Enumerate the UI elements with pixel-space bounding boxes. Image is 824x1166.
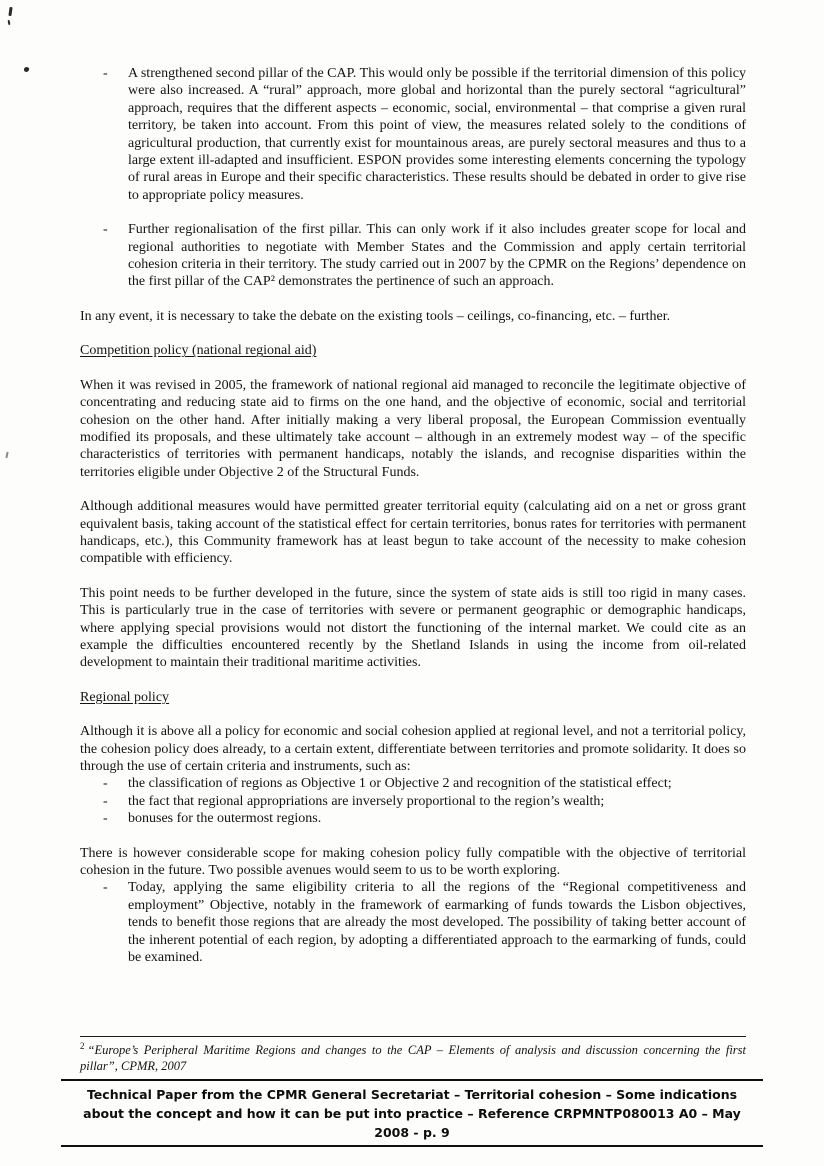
footer-bottom-rule: [61, 1145, 763, 1147]
bullet-text: A strengthened second pillar of the CAP. This would only be possible if the territorial dimension of this policy were also increased. A “rural” approach, more global and horizontal than the purely sectoral “agricultural” approach, requires that the different aspects – economic, social, environmental – that comprise a given rural territory, be taken into account. From this point of view, the measures related solely to the conditions of agricultural production, that currently exist for mountainous areas, are purely sectoral measures and thus to a large extent ill-adapted and insufficient. ESPON provides some interesting elements concerning the typology of rural areas in Europe and their specific characteristics. These results should be debated in order to give rise to appropriate policy measures.: [128, 66, 746, 203]
list-item: [80, 879, 746, 966]
bullet-text: bonuses for the outermost regions.: [128, 811, 322, 827]
scan-artifact: [23, 66, 29, 72]
bullet-dash: -: [103, 811, 108, 827]
bullet-dash: -: [103, 793, 108, 809]
bullet-text: Today, applying the same eligibility criteria to all the regions of the “Regional competitiveness and employment” Objective, notably in the framework of earmarking of funds towards the Lisbon objectives, tends to benefit those regions that are already the most developed. The possibility of taking better account of the inherent potential of each region, by adopting a differentiated approach to the earmarking of funds, could be examined.: [128, 880, 746, 966]
page-footer: [61, 1079, 763, 1147]
page-content: [80, 65, 746, 983]
list-item: [80, 810, 746, 827]
criteria-bullet-list: [80, 775, 746, 827]
avenues-bullet-list: [80, 879, 746, 966]
bullet-dash: -: [103, 880, 108, 896]
section-heading-regional-policy: Regional policy: [80, 689, 170, 705]
footnote-separator-rule: [80, 1036, 746, 1037]
list-item: [80, 775, 746, 792]
scan-artifact: [8, 7, 12, 16]
bullet-text: the classification of regions as Objective 1 or Objective 2 and recognition of the statistical effect;: [128, 776, 672, 792]
paragraph: Although additional measures would have permitted greater territorial equity (calculating aid on a net or gross grant equivalent basis, taking account of the statistical effect for certain territories, bonus rates for territories with permanent handicaps, etc.), this Community framework has at least begun to take account of the necessity to make cohesion compatible with efficiency.: [80, 499, 746, 567]
bullet-text: Further regionalisation of the first pillar. This can only work if it also includes greater scope for local and regional authorities to negotiate with Member States and the Commission and apply certain territorial cohesion criteria in their territory. The study carried out in 2007 by the CPMR on the Regions’ dependence on the first pillar of the CAP² demonstrates the pertinence of such an approach.: [128, 222, 746, 290]
paragraph: Although it is above all a policy for economic and social cohesion applied at regional level, and not a territorial policy, the cohesion policy does already, to a certain extent, differentiate between territories and promote solidarity. It does so through the use of certain criteria and instruments, such as:: [80, 724, 746, 774]
footnote-area: [80, 1036, 746, 1074]
bullet-dash: -: [103, 66, 108, 81]
section-heading-competition-policy: Competition policy (national regional aid): [80, 343, 317, 359]
scan-artifact: [8, 20, 11, 25]
scan-artifact: [5, 452, 8, 458]
bullet-text: the fact that regional appropriations are inversely proportional to the region’s wealth;: [128, 793, 605, 809]
paragraph: There is however considerable scope for making cohesion policy fully compatible with the objective of territorial cohesion in the future. Two possible avenues would seem to us to be worth exploring.: [80, 845, 746, 879]
footnote-marker: 2: [80, 1040, 85, 1051]
bullet-dash: -: [103, 776, 108, 792]
list-item: [80, 65, 746, 204]
footer-text: Technical Paper from the CPMR General Secretariat – Territorial cohesion – Some indications about the concept and how it can be put into practice – Reference CRPMNTP080013 A0 – May 2008 - p. 9: [83, 1087, 741, 1140]
paragraph-in-any-event: In any event, it is necessary to take the debate on the existing tools – ceilings, co-financing, etc. – further.: [80, 308, 671, 324]
cap-bullet-list: [80, 65, 746, 291]
list-item: [80, 221, 746, 291]
footnote: [80, 1040, 746, 1074]
bullet-dash: -: [103, 222, 108, 238]
paragraph: This point needs to be further developed in the future, since the system of state aids is still too rigid in many cases. This is particularly true in the case of territories with severe or permanent geographic or demographic handicaps, where applying special provisions would not distort the functioning of the internal market. We could cite as an example the difficulties encountered recently by the Shetland Islands in using the income from oil-related development to maintain their traditional maritime activities.: [80, 585, 746, 671]
paragraph: When it was revised in 2005, the framework of national regional aid managed to reconcile the legitimate objective of concentrating and reducing state aid to firms on the one hand, and the objective of economic, social and territorial cohesion on the other hand. After initially making a very liberal proposal, the European Commission eventually modified its proposals, and these ultimately take account – although in an extremely modest way – of the specific characteristics of territories with permanent handicaps, notably the islands, and recognise disparities within the territories eligible under Objective 2 of the Structural Funds.: [80, 377, 746, 480]
footnote-text: “Europe’s Peripheral Maritime Regions and changes to the CAP – Elements of analysis and discussion concerning the first pillar”, CPMR, 2007: [80, 1043, 746, 1073]
list-item: [80, 793, 746, 810]
